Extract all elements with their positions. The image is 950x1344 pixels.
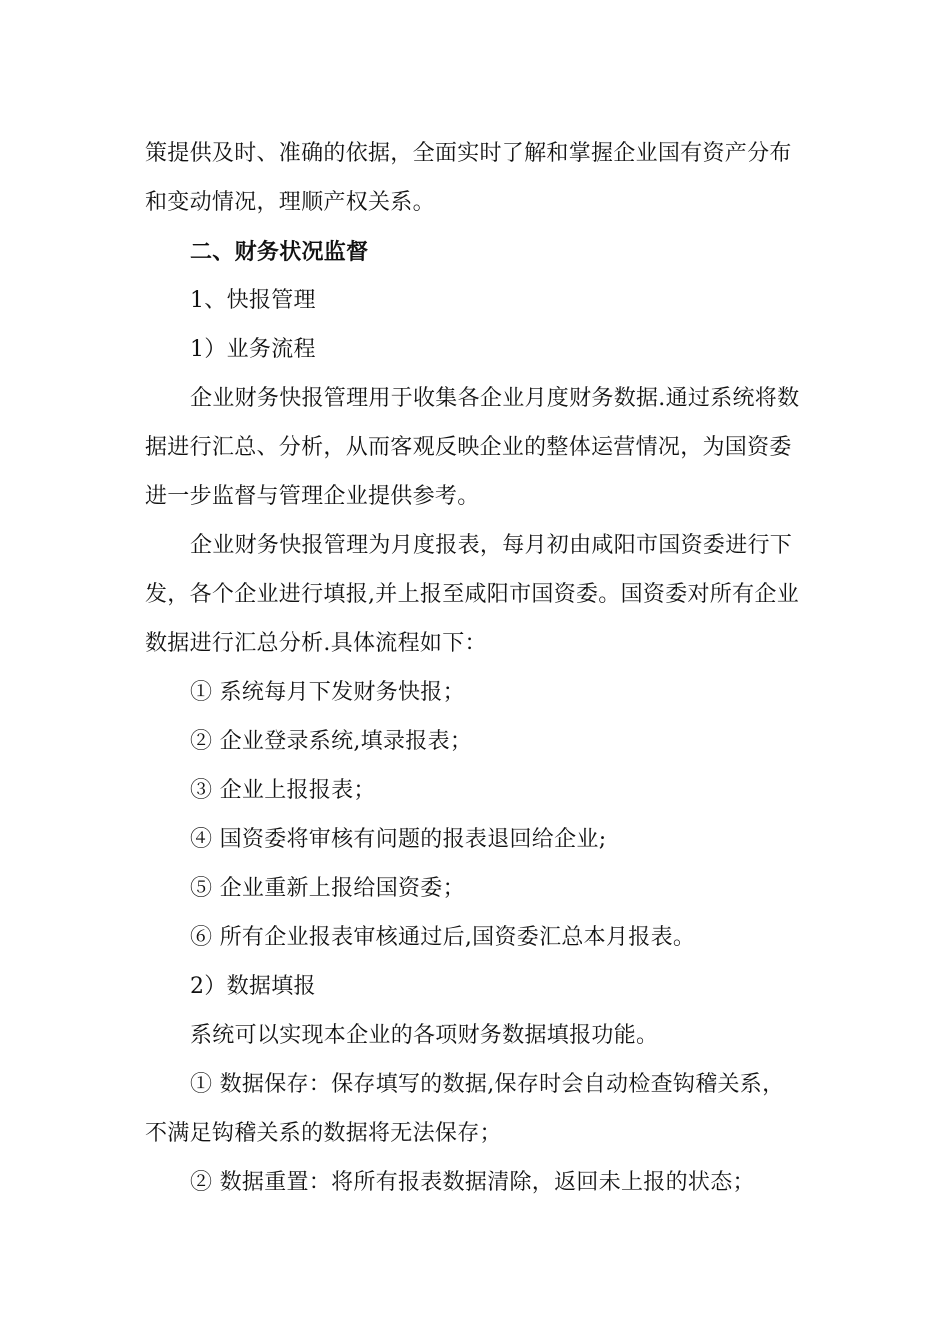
paragraph-line: 策提供及时、准确的依据，全面实时了解和掌握企业国有资产分布 — [145, 141, 792, 166]
list-item: ② 数据重置：将所有报表数据清除，返回未上报的状态； — [190, 1170, 755, 1195]
paragraph-line: 发，各个企业进行填报,并上报至咸阳市国资委。国资委对所有企业 — [145, 582, 799, 607]
paragraph-line: 不满足钩稽关系的数据将无法保存； — [145, 1121, 502, 1146]
paragraph-line: 企业财务快报管理为月度报表，每月初由咸阳市国资委进行下 — [190, 533, 793, 558]
list-item: ③ 企业上报报表； — [190, 778, 376, 803]
paragraph-line: 企业财务快报管理用于收集各企业月度财务数据.通过系统将数 — [190, 386, 800, 411]
list-item: ④ 国资委将审核有问题的报表退回给企业; — [190, 827, 607, 852]
paragraph-line: 系统可以实现本企业的各项财务数据填报功能。 — [190, 1023, 659, 1048]
paragraph-line: 进一步监督与管理企业提供参考。 — [145, 484, 480, 509]
section-heading: 二、财务状况监督 — [190, 239, 369, 265]
subsection-heading: 1）业务流程 — [190, 337, 316, 362]
list-item: ① 系统每月下发财务快报； — [190, 680, 465, 705]
paragraph-line: 数据进行汇总分析.具体流程如下： — [145, 631, 487, 656]
subsection-heading: 2）数据填报 — [190, 974, 316, 999]
list-item: ② 企业登录系统,填录报表； — [190, 729, 473, 754]
paragraph-line: 据进行汇总、分析，从而客观反映企业的整体运营情况，为国资委 — [145, 435, 792, 460]
list-item: ⑥ 所有企业报表审核通过后,国资委汇总本月报表。 — [190, 925, 696, 950]
list-item: ⑤ 企业重新上报给国资委； — [190, 876, 465, 901]
list-item: ① 数据保存：保存填写的数据,保存时会自动检查钩稽关系， — [190, 1072, 785, 1097]
subsection-heading: 1、快报管理 — [190, 288, 316, 313]
paragraph-line: 和变动情况，理顺产权关系。 — [145, 190, 435, 215]
